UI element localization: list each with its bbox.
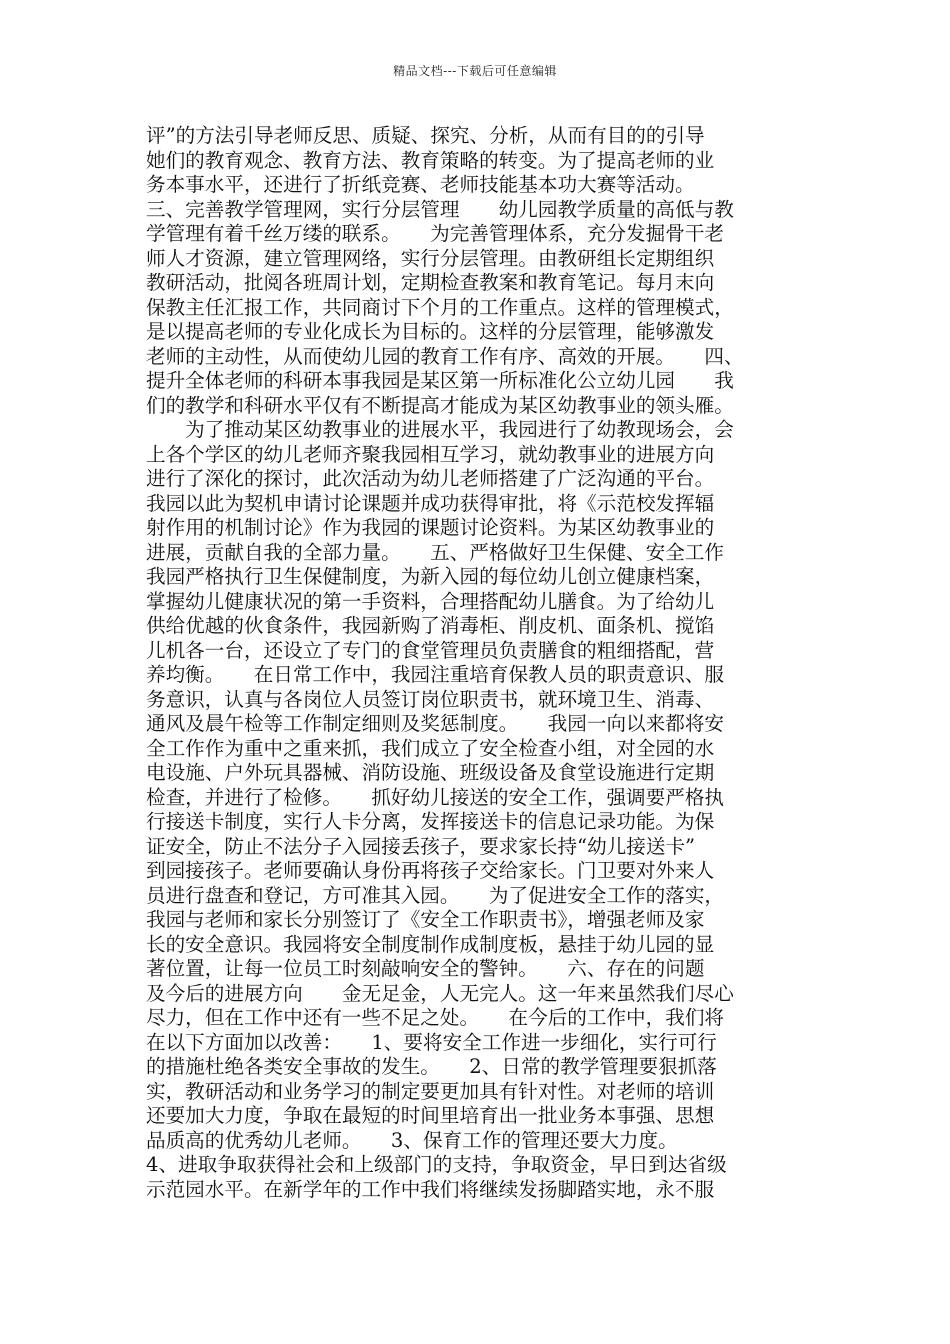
body-text-line: 行接送卡制度，实行人卡分离，发挥接送卡的信息记录功能。为保 — [146, 810, 715, 833]
body-text-line: 师人才资源，建立管理网络，实行分层管理。由教研组长定期组织 — [146, 246, 715, 270]
body-text-line: 提升全体老师的科研本事我园是某区第一所标准化公立幼儿园 我 — [146, 369, 734, 392]
body-text-line: 全工作作为重中之重来抓，我们成立了安全检查小组，对全园的水 — [146, 736, 715, 760]
body-text-line: 供给优越的伙食条件，我园新购了消毒柜、削皮机、面条机、搅馅 — [146, 614, 715, 637]
body-text-line: 保教主任汇报工作，共同商讨下个月的工作重点。这样的管理模式， — [146, 295, 734, 319]
body-text-line: 是以提高老师的专业化成长为目标的。这样的分层管理，能够激发 — [146, 320, 715, 343]
body-text-line: 射作用的机制讨论》作为我园的课题讨论资料。为某区幼教事业的 — [146, 516, 715, 539]
body-text-line: 学管理有着千丝万缕的联系。 为完善管理体系，充分发掘骨干老 — [146, 222, 725, 245]
body-text-line: 员进行盘查和登记，方可准其入园。 为了促进安全工作的落实， — [146, 883, 725, 907]
body-text-line: 证安全，防止不法分子入园接丢孩子，要求家长持“幼儿接送卡” — [146, 834, 696, 858]
body-text-line: 务意识，认真与各岗位人员签订岗位职责书，就环境卫生、消毒、 — [146, 687, 715, 711]
body-text-line: 教研活动，批阅各班周计划，定期检查教案和教育笔记。每月末向 — [146, 271, 715, 294]
body-text-line: 上各个学区的幼儿老师齐聚我园相互学习，就幼教事业的进展方向 — [146, 442, 715, 466]
body-text-line: 到园接孩子。老师要确认身份再将孩子交给家长。门卫要对外来人 — [146, 859, 715, 882]
body-text-line: 养均衡。 在日常工作中，我园注重培育保教人员的职责意识、服 — [146, 663, 725, 686]
body-text-line: 三、完善教学管理网，实行分层管理 幼儿园教学质量的高低与教 — [146, 197, 734, 221]
page-header: 精品文档---下载后可任意编辑 — [393, 64, 557, 78]
body-text-line: 通风及晨午检等工作制定细则及奖惩制度。 我园一向以来都将安 — [146, 712, 725, 735]
body-text-line: 在以下方面加以改善： 1、要将安全工作进一步细化，实行可行 — [146, 1030, 717, 1054]
body-text-line: 她们的教育观念、教育方法、教育策略的转变。为了提高老师的业 — [146, 148, 715, 172]
body-text-line: 掌握幼儿健康状况的第一手资料，合理搭配幼儿膳食。为了给幼儿 — [146, 589, 715, 613]
body-text-line: 的措施杜绝各类安全事故的发生。 2、日常的教学管理要狠抓落 — [146, 1055, 717, 1078]
body-text-line: 我园以此为契机申请讨论课题并成功获得审批，将《示范校发挥辐 — [146, 491, 715, 515]
document-body — [146, 124, 818, 1202]
body-text-line: 务本事水平，还进行了折纸竞赛、老师技能基本功大赛等活动。 — [146, 173, 695, 196]
body-text-line: 我园与老师和家长分别签订了《安全工作职责书》，增强老师及家 — [146, 908, 705, 931]
body-text-line: 们的教学和科研水平仅有不断提高才能成为某区幼教事业的领头雁。 — [146, 393, 734, 417]
body-text-line: 老师的主动性，从而使幼儿园的教育工作有序、高效的开展。 四、 — [146, 344, 744, 368]
body-text-line: 检查，并进行了检修。 抓好幼儿接送的安全工作，强调要严格执 — [146, 785, 725, 809]
body-text-line: 著位置，让每一位员工时刻敲响安全的警钟。 六、存在的问题 — [146, 957, 705, 980]
body-text-line: 电设施、户外玩具器械、消防设施、班级设备及食堂设施进行定期 — [146, 761, 715, 784]
body-text-line: 我园严格执行卫生保健制度，为新入园的每位幼儿创立健康档案， — [146, 565, 715, 588]
body-text-line: 儿机各一台，还设立了专门的食堂管理员负责膳食的粗细搭配，营 — [146, 638, 715, 662]
body-text-line: 品质高的优秀幼儿老师。 3、保育工作的管理还要大力度。 — [146, 1128, 678, 1152]
body-text-line: 及今后的进展方向 金无足金，人无完人。这一年来虽然我们尽心 — [146, 981, 734, 1005]
body-text-line: 为了推动某区幼教事业的进展水平，我园进行了幼教现场会，会 — [146, 418, 734, 441]
body-text-line: 长的安全意识。我园将安全制度制作成制度板，悬挂于幼儿园的显 — [146, 932, 715, 956]
body-text-line: 进行了深化的探讨，此次活动为幼儿老师搭建了广泛沟通的平台。 — [146, 467, 715, 490]
body-text-line: 还要加大力度，争取在最短的时间里培育出一批业务本事强、思想 — [146, 1104, 715, 1127]
body-text-line: 实，教研活动和业务学习的制定要更加具有针对性。对老师的培训 — [146, 1079, 715, 1103]
body-text-line: 4、进取争取获得社会和上级部门的支持，争取资金，早日到达省级 — [146, 1153, 727, 1176]
body-text-line: 示范园水平。在新学年的工作中我们将继续发扬脚踏实地，永不服 — [146, 1177, 715, 1201]
body-text-line: 尽力，但在工作中还有一些不足之处。 在今后的工作中，我们将 — [146, 1006, 725, 1029]
body-text-line: 评”的方法引导老师反思、质疑、探究、分析，从而有目的的引导 — [146, 124, 705, 147]
body-text-line: 进展，贡献自我的全部力量。 五、严格做好卫生保健、安全工作 — [146, 540, 725, 564]
